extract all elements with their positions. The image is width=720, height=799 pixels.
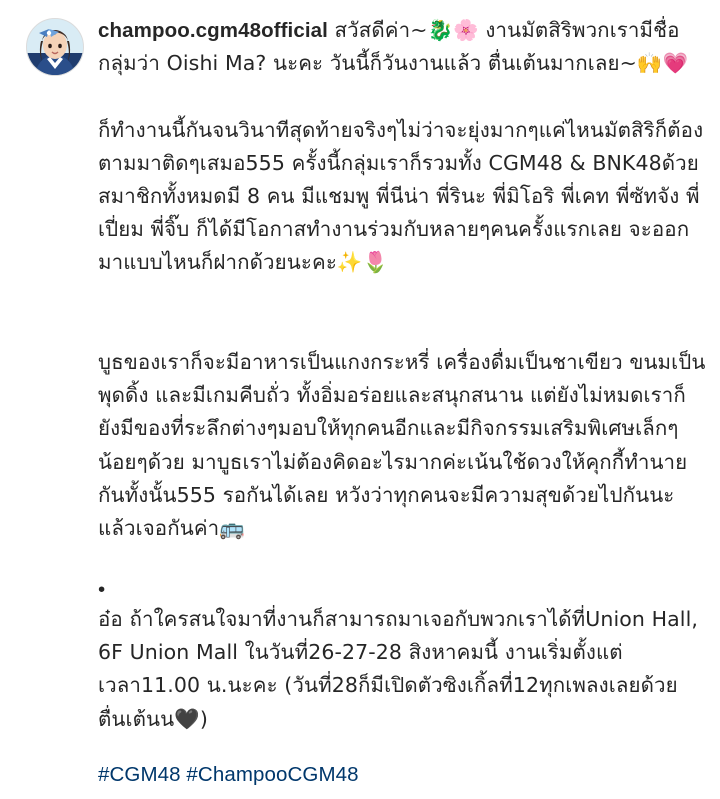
caption-spacer-4 bbox=[98, 545, 706, 578]
caption-paragraph-2: ก็ทำงานนี้กันจนวินาทีสุดท้ายจริงๆไม่ว่าจะยุ่งมากๆแค่ไหนมัตสิริก็ต้องตามมาติดๆเสมอ555 ครั้งนี้กลุ่มเราก็รวมทั้ง CGM48 & BNK48ด้วย สมาชิกทั้งหมดมี 8 คน มีแชมพู พี่นีน่า พี่รินะ พี่มิโอริ พี่เคท พี่ซัทจัง พี่เปี่ยม พี่จิ๊บ ก็ได้มีโอกาสทำงานร่วมกับหลายๆคนครั้งแรกเลย จะออกมาแบบไหนก็ฝากด้วยนะคะ✨🌷 bbox=[98, 117, 704, 275]
caption-spacer-3 bbox=[98, 313, 706, 346]
caption-column bbox=[98, 14, 706, 791]
avatar-image bbox=[27, 19, 83, 75]
caption-paragraph-3: บูธของเราก็จะมีอาหารเป็นแกงกระหรี่ เครื่องดื่มเป็นชาเขียว ขนมเป็นพุดดิ้ง และมีเกมคีบถั่ว ทั้งอิ่มอร่อยและสนุกสนาน แต่ยังไม่หมดเราก็ยังมีของที่ระลึกต่างๆมอบให้ทุกคนอีกและมีกิจกรรมเสริมพิเศษเล็กๆน้อยๆด้วย มาบูธเราไม่ต้องคิดอะไรมากค่ะเน้นใช้ดวงให้คุกกี้ทำนายกันทั้งนั้น555 รอกันได้เลย หวังว่าทุกคนจะมีความสุขด้วยไปกันนะ แล้วเจอกันค่า🚌 bbox=[98, 350, 706, 541]
caption-paragraph-1: สวัสดีค่า~🐉🌸 งานมัตสิริพวกเรามีชื่อกลุ่มว่า Oishi Ma? นะคะ วันนี้ก็วันงานแล้ว ตื่นเต้นมากเลย~🙌💗 bbox=[98, 18, 689, 76]
caption-spacer-2 bbox=[98, 280, 706, 313]
hashtag-links[interactable]: #CGM48 #ChampooCGM48 bbox=[98, 762, 359, 786]
username-link[interactable]: champoo.cgm48official bbox=[98, 19, 328, 42]
caption-spacer-1 bbox=[98, 80, 706, 113]
caption-paragraph-4: อ๋อ ถ้าใครสนใจมาที่งานก็สามารถมาเจอกับพวกเราได้ที่Union Hall, 6F Union Mall ในวันที่26-27-28 สิงหาคมนี้ งานเริ่มตั้งแต่เวลา11.00 น.นะคะ (วันที่28ก็มีเปิดตัวซิงเกิ้ลที่12ทุกเพลงเลยด้วย ตื่นเต้นน🖤) bbox=[98, 607, 699, 731]
avatar[interactable] bbox=[26, 18, 84, 76]
avatar-container[interactable] bbox=[26, 14, 84, 791]
post-caption bbox=[98, 14, 706, 791]
caption-bullet: • bbox=[98, 578, 106, 602]
